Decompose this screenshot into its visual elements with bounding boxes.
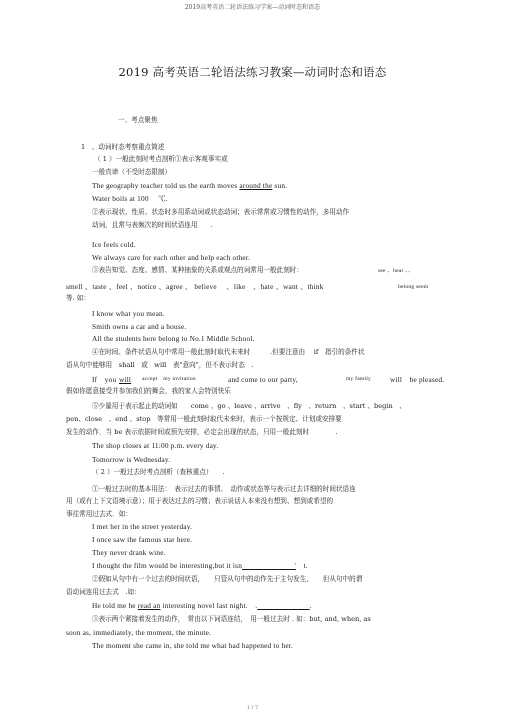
text-line: pen、close 、end 、stop 等常用一般此刻时取代未来时，表示一个按规定、计划或安排要 [66, 415, 342, 423]
example-sentence: I thought the film would be interesting,but it isn ' t. [92, 561, 308, 570]
text-line: ⑤少量用于表示起止的动词如 come 、go 、leave 、arrive 、fly 、return 、start 、begin 、 [92, 402, 406, 410]
text-line: ②假如从句中有一个过去的时间状语， 只管从句中的动作先于主句发生， 但从句中的谓 [92, 575, 363, 583]
text-line: 发生的动作．当 be 表示依据时间或预先安排，必定会出现的状态，只用一般此刻时 . [66, 428, 338, 436]
example-sentence: We always care for each other and help each other. [92, 253, 251, 262]
text-line: （ 1 ）一般此刻时考点剖析①表示客观事实或 [94, 155, 228, 163]
verb-list: smell 、taste 、feel 、notice 、agree 、 believe 、like 、hate 、want 、think [66, 282, 324, 291]
text-line: ③表示两个紧接着发生的动作， 常由以下词语连结， 用一般过去时 . 如：but, and, when, as [92, 615, 371, 623]
example-sentence: Tomorrow is Wednesday. [92, 455, 171, 464]
page-number: 1 / 7 [246, 705, 259, 711]
text-line: 等. 如： [66, 294, 90, 302]
text-line: 假如你愿意接受并参加我们的舞会，我的家人会特别快乐 [66, 387, 231, 395]
example-sentence: He told me he read an interesting novel last night. . . [92, 601, 312, 610]
example-sentence: I met her in the street yesterday. [92, 522, 193, 531]
running-header: 2019高考英语二轮语法练习学案—动词时态和语态 [184, 4, 321, 11]
document-title: 2019 高考英语二轮语法练习教案—动词时态和语态 [118, 65, 387, 79]
text-line: 一般真谛（不受时态限制） [92, 168, 172, 176]
text-line: 事往常用过去式．如： [66, 510, 132, 518]
text-line: ④在时间、条件状语从句中常用一般此刻时取代未来时 .但要注意由 if 指引的条件状 [92, 348, 365, 356]
example-sentence: The geography teacher told us the earth moves around the sun. [92, 181, 288, 190]
text-line: 语动词连用过去式 .如： [66, 588, 141, 596]
text-line: ①一般过去时的基本用法： 表示过去的事情、 动作或状态等与表示过去详细的时间状语连 [92, 485, 356, 493]
text-line: （ 2 ）一般过去时考点剖析（查核重点） . [92, 468, 225, 476]
example-sentence: Smith owns a car and a house. [92, 322, 187, 331]
section-heading: 一、考点聚焦 [118, 116, 158, 124]
verb-list: see 、hear 、、 [378, 268, 414, 274]
example-sentence: I once saw the famous star here. [92, 535, 193, 544]
example-sentence: The shop closes at 11:00 p.m. every day. [92, 441, 219, 450]
text-line: 动词，且常与表频次的时间状语连用 . [92, 221, 213, 229]
example-sentence: my family [346, 376, 371, 382]
example-sentence: Water boils at 100 ℃. [92, 194, 168, 203]
item-heading: 1 、动词时态考察重点简述 [81, 143, 165, 151]
example-sentence: will [119, 375, 132, 384]
example-sentence: All the students here belong to No.1 Middle School. [92, 334, 255, 343]
example-sentence: If you [92, 375, 117, 384]
example-sentence: I know what you mean. [92, 309, 165, 318]
example-sentence: and come to our party, [228, 375, 298, 384]
verb-list: belong seem [398, 284, 429, 290]
text-line: 用（或有上下文语境示意）；用于表达过去的习惯；表示说话人本来没有想到、想到或希望的 [66, 497, 334, 505]
example-sentence: Ice feels cold. [92, 240, 136, 249]
example-sentence: will be pleased. [390, 375, 445, 384]
example-sentence: soon as, immediately, the moment, the minute. [66, 628, 212, 637]
text-line: ②表示现状、性质、状态时多用系动词或状态动词；表示常常或习惯性的动作，多用动作 [92, 208, 350, 216]
example-sentence: They never drank wine. [92, 548, 166, 557]
example-sentence: The moment she came in, she told me what had happened to her. [92, 641, 294, 650]
example-sentence: accept my invitation [142, 376, 196, 382]
text-line: ③表告知觉、态度、感情、某种抽象的关系或观点的词常用一般此刻时： [92, 266, 303, 274]
text-line: 语从句中能够用 shall 或 will 表"意向"，但不表示时态 . [66, 361, 254, 369]
